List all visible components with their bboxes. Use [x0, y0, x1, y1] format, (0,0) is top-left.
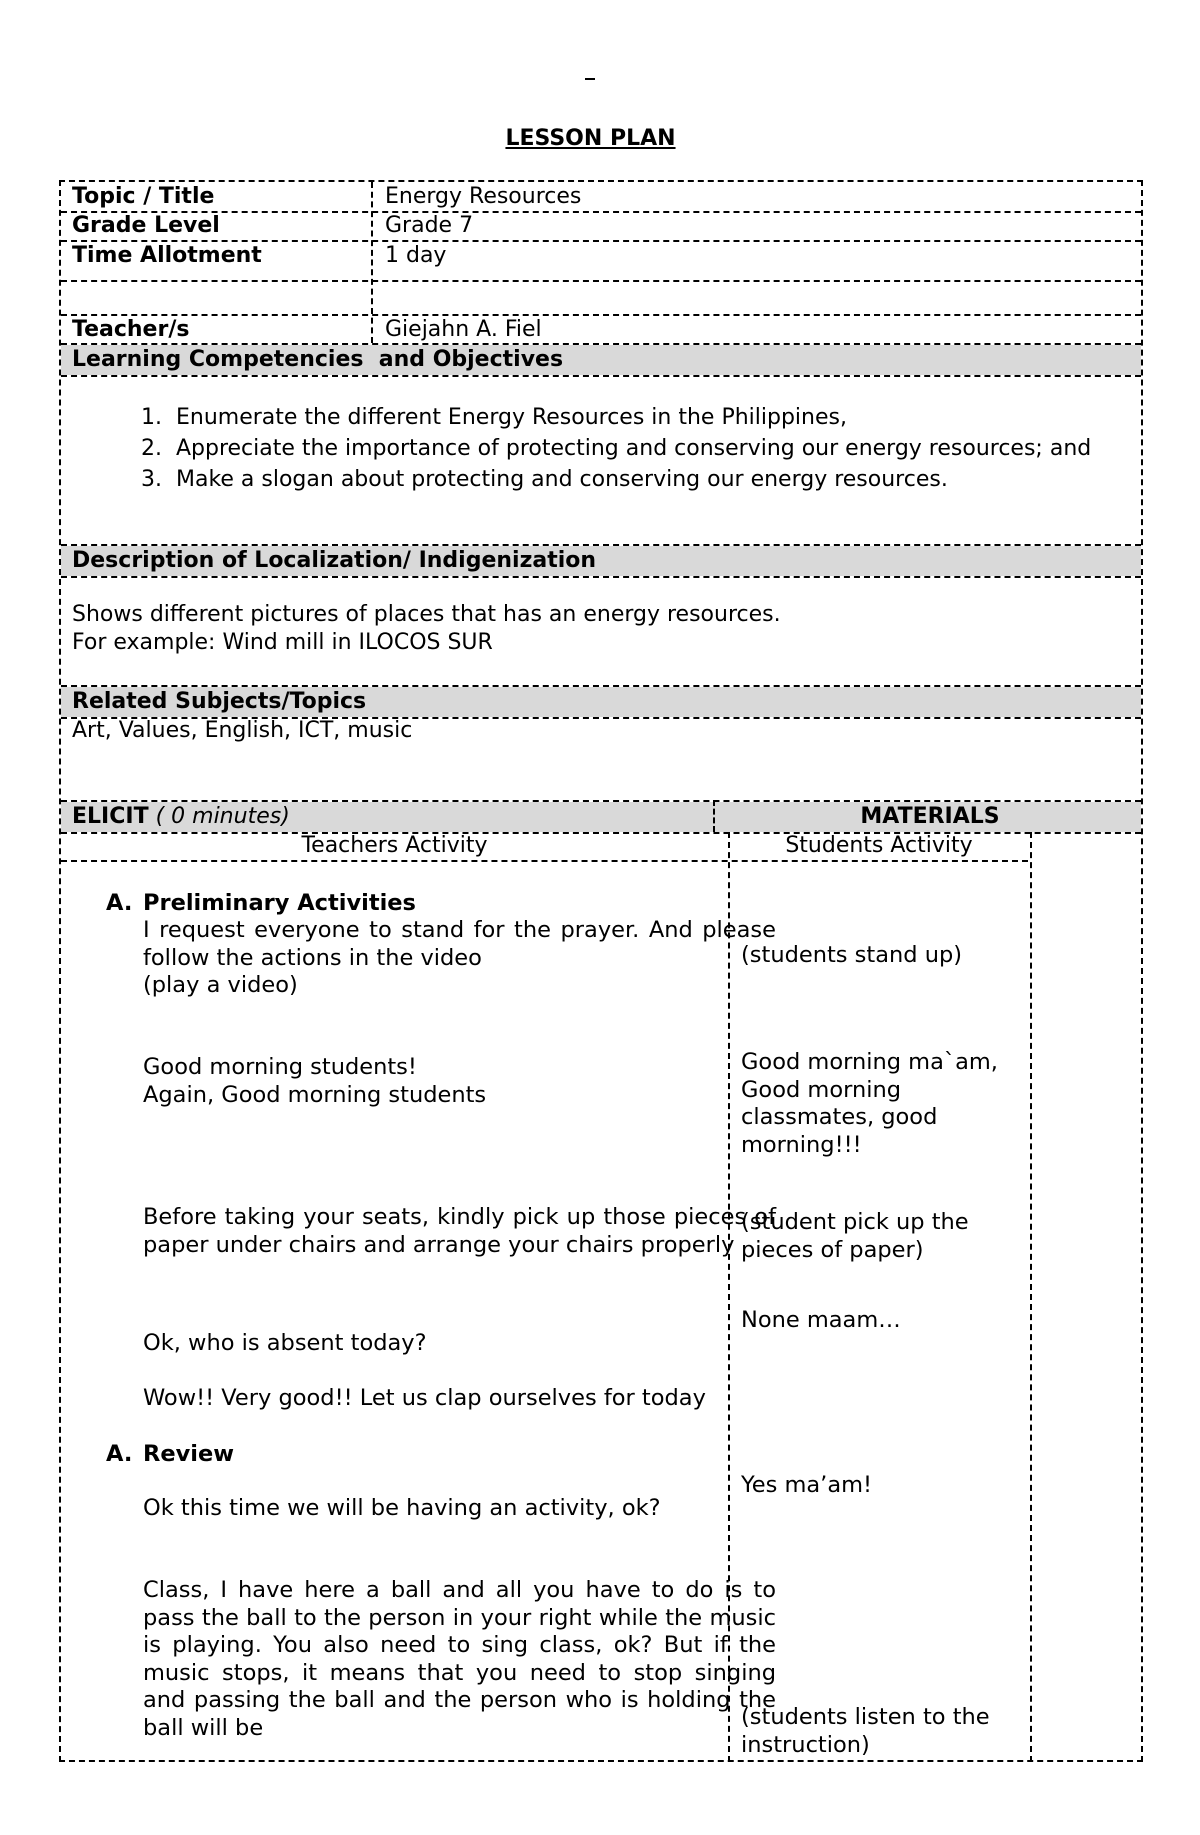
prayer-text: I request everyone to stand for the prayer. And please follow the actions in the video: [143, 917, 776, 971]
students-pick-text: (student pick up the pieces of paper): [741, 1209, 969, 1263]
grade-label: Grade Level: [72, 213, 220, 238]
absent-text: Ok, who is absent today?: [143, 1330, 427, 1356]
objective-item: 3. Make a slogan about protecting and conserving our energy resources.: [141, 467, 948, 492]
activity-text: Ok this time we will be having an activity, ok?: [143, 1495, 661, 1521]
topic-label: Topic / Title: [72, 184, 215, 209]
rule: [61, 576, 1141, 578]
preliminary-heading: Preliminary Activities: [143, 890, 416, 916]
objectives-list: [141, 402, 1091, 495]
students-greeting-text: Good morning ma`am, Good morning classmates, good morning!!!: [741, 1049, 998, 1158]
rule: [61, 860, 1028, 862]
objective-item: 2. Appreciate the importance of protecting and conserving our energy resources; and: [141, 436, 1092, 461]
teachers-activity-header: Teachers Activity: [301, 833, 488, 858]
students-listen-text: (students listen to the instruction): [741, 1704, 990, 1758]
rule: [61, 544, 1141, 546]
seats-text: Before taking your seats, kindly pick up those pieces of paper under chairs and arrange your chairs properly: [143, 1204, 776, 1258]
rule: [61, 314, 1141, 316]
rule: [61, 375, 1141, 377]
teacher-value: Giejahn A. Fiel: [385, 317, 542, 342]
lesson-plan-table: [59, 180, 1143, 1762]
review-letter: A.: [106, 1441, 133, 1467]
localization-line-2: For example: Wind mill in ILOCOS SUR: [72, 630, 493, 655]
rule: [61, 685, 1141, 687]
play-video-text: (play a video): [143, 972, 298, 998]
greeting-text-1: Good morning students!: [143, 1054, 417, 1080]
teacher-label: Teacher/s: [72, 317, 190, 342]
topic-value: Energy Resources: [385, 184, 582, 209]
grade-value: Grade 7: [385, 213, 474, 238]
students-none-text: None maam…: [741, 1307, 901, 1333]
students-activity-header: Students Activity: [785, 833, 973, 858]
elicit-heading: [72, 803, 290, 831]
related-heading: Related Subjects/Topics: [72, 689, 367, 714]
localization-heading: Description of Localization/ Indigenization: [72, 548, 597, 573]
elicit-minutes: ( 0 minutes): [148, 804, 290, 829]
info-divider: [371, 182, 373, 343]
students-stand-text: (students stand up): [741, 942, 963, 968]
preliminary-letter: A.: [106, 890, 133, 916]
rule: [61, 800, 1141, 802]
ball-instructions-text: Class, I have here a ball and all you have to do is to pass the ball to the person in your right while the music is playing. You also need to sing class, ok? But if the music stops, it means that you need to stop singing and passing the ball and the person who is holding the ball will be: [143, 1577, 776, 1741]
objective-item: 1. Enumerate the different Energy Resources in the Philippines,: [141, 405, 847, 430]
rule: [61, 211, 1141, 213]
review-heading: Review: [143, 1441, 235, 1467]
time-label: Time Allotment: [72, 243, 262, 268]
related-value: Art, Values, English, ICT, music: [72, 718, 413, 743]
materials-heading: MATERIALS: [860, 804, 1000, 829]
time-value: 1 day: [385, 243, 447, 268]
competencies-heading: Learning Competencies and Objectives: [72, 347, 564, 372]
wow-text: Wow!! Very good!! Let us clap ourselves for today: [143, 1385, 706, 1411]
page-title: LESSON PLAN: [505, 126, 676, 151]
header-mark: [585, 78, 595, 80]
rule: [61, 343, 1141, 345]
student-materials-divider: [1030, 832, 1032, 1762]
students-yes-text: Yes ma’am!: [741, 1472, 873, 1498]
greeting-text-2: Again, Good morning students: [143, 1082, 487, 1108]
localization-line-1: Shows different pictures of places that has an energy resources.: [72, 602, 781, 627]
elicit-label: ELICIT: [72, 804, 149, 829]
rule: [61, 280, 1141, 282]
